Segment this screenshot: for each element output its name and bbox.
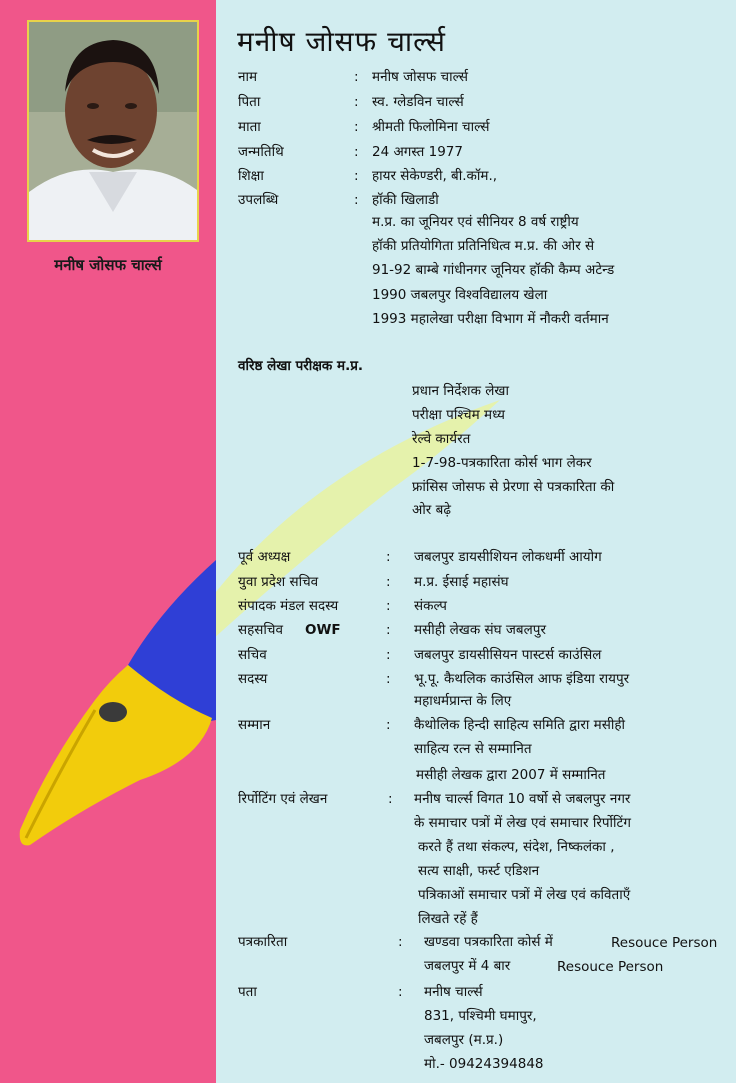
achievement-line: 1993 महालेखा परीक्षा विभाग में नौकरी वर्तमान bbox=[372, 311, 609, 327]
detail-label: पिता bbox=[238, 94, 261, 110]
achievement-line: हॉकी प्रतियोगिता प्रतिनिधित्व म.प्र. की ओर से bbox=[372, 238, 595, 254]
position-colon: : bbox=[386, 574, 391, 590]
honours-line: मसीही लेखक द्वारा 2007 में सम्मानित bbox=[416, 767, 606, 783]
position-colon: : bbox=[386, 622, 391, 638]
position-label: पूर्व अध्यक्ष bbox=[238, 549, 291, 565]
address-line: 831, पश्चिमी घमापुर, bbox=[424, 1008, 537, 1024]
honours-label: सम्मान bbox=[238, 717, 271, 733]
honours-line: साहित्य रत्न से सम्मानित bbox=[414, 741, 532, 757]
reporting-line: के समाचार पत्रों में लेख एवं समाचार रिर्पोटिंग bbox=[414, 815, 631, 831]
senior-line: रेल्वे कार्यरत bbox=[412, 431, 471, 447]
honours-line: कैथोलिक हिन्दी साहित्य समिति द्वारा मसीही bbox=[414, 717, 626, 733]
position-value: संकल्प bbox=[414, 598, 447, 614]
senior-line: ओर बढ़े bbox=[412, 502, 451, 518]
senior-line: 1-7-98-पत्रकारिता कोर्स भाग लेकर bbox=[412, 455, 592, 471]
position-colon: : bbox=[386, 647, 391, 663]
position-label-extra: OWF bbox=[305, 622, 341, 638]
position-value: जबलपुर डायसीसियन पास्टर्स काउंसिल bbox=[414, 647, 602, 663]
position-colon: : bbox=[386, 549, 391, 565]
detail-value: हायर सेकेण्डरी, बी.कॉम., bbox=[372, 168, 498, 184]
detail-label: शिक्षा bbox=[238, 168, 264, 184]
position-value: म.प्र. ईसाई महासंघ bbox=[414, 574, 509, 590]
detail-value: स्व. ग्लेडविन चार्ल्स bbox=[372, 94, 464, 110]
address-line: जबलपुर (म.प्र.) bbox=[424, 1032, 504, 1048]
detail-colon: : bbox=[354, 168, 359, 184]
journalism-line-en: Resouce Person bbox=[557, 959, 664, 975]
senior-line: परीक्षा पश्चिम मध्य bbox=[412, 407, 505, 423]
journalism-label: पत्रकारिता bbox=[238, 934, 288, 950]
detail-colon: : bbox=[354, 94, 359, 110]
reporting-line: सत्य साक्षी, फर्स्ट एडिशन bbox=[418, 863, 540, 879]
reporting-line: मनीष चार्ल्स विगत 10 वर्षो से जबलपुर नगर bbox=[414, 791, 631, 807]
position-colon: : bbox=[386, 671, 391, 687]
journalism-line-en: Resouce Person bbox=[611, 935, 718, 951]
position-colon: : bbox=[386, 598, 391, 614]
page-title: मनीष जोसफ चार्ल्स bbox=[237, 25, 446, 58]
address-label: पता bbox=[238, 984, 257, 1000]
senior-line: प्रधान निर्देशक लेखा bbox=[412, 383, 509, 399]
detail-label: जन्मतिथि bbox=[238, 144, 284, 160]
reporting-line: पत्रिकाओं समाचार पत्रों में लेख एवं कविताएँ bbox=[418, 887, 631, 903]
reporting-line: करते हैं तथा संकल्प, संदेश, निष्कलंका , bbox=[418, 839, 615, 855]
reporting-line: लिखते रहें हैं bbox=[418, 911, 478, 927]
address-colon: : bbox=[398, 984, 403, 1000]
position-label: सहसचिव bbox=[238, 622, 283, 638]
reporting-label: रिर्पोटिंग एवं लेखन bbox=[238, 791, 328, 807]
detail-value: 24 अगस्त 1977 bbox=[372, 144, 463, 160]
detail-colon: : bbox=[354, 69, 359, 85]
position-label: युवा प्रदेश सचिव bbox=[238, 574, 319, 590]
detail-label: उपलब्धि bbox=[238, 192, 279, 208]
detail-label: माता bbox=[238, 119, 261, 135]
detail-colon: : bbox=[354, 119, 359, 135]
senior-heading: वरिष्ठ लेखा परीक्षक म.प्र. bbox=[238, 358, 364, 374]
address-line: मनीष चार्ल्स bbox=[424, 984, 483, 1000]
position-label: सदस्य bbox=[238, 671, 268, 687]
address-line: मो.- 09424394848 bbox=[424, 1056, 544, 1072]
detail-label: नाम bbox=[238, 69, 258, 85]
achievement-line: 1990 जबलपुर विश्वविद्यालय खेला bbox=[372, 287, 548, 303]
detail-value: हॉकी खिलाडी bbox=[372, 192, 439, 208]
senior-line: फ्रांसिस जोसफ से प्रेरणा से पत्रकारिता की bbox=[412, 479, 615, 495]
detail-value: श्रीमती फिलोमिना चार्ल्स bbox=[372, 119, 490, 135]
position-value: भू.पू. कैथलिक काउंसिल आफ इंडिया रायपुर bbox=[414, 671, 630, 687]
position-label: सचिव bbox=[238, 647, 267, 663]
detail-colon: : bbox=[354, 144, 359, 160]
position-label: संपादक मंडल सदस्य bbox=[238, 598, 339, 614]
journalism-line: जबलपुर में 4 बार bbox=[424, 958, 511, 974]
detail-value: मनीष जोसफ चार्ल्स bbox=[372, 69, 468, 85]
journalism-colon: : bbox=[398, 934, 403, 950]
position-value: मसीही लेखक संघ जबलपुर bbox=[414, 622, 546, 638]
journalism-line: खण्डवा पत्रकारिता कोर्स में bbox=[424, 934, 553, 950]
achievement-line: 91-92 बाम्बे गांधीनगर जूनियर हॉकी कैम्प अटेन्ड bbox=[372, 262, 615, 278]
detail-colon: : bbox=[354, 192, 359, 208]
honours-colon: : bbox=[386, 717, 391, 733]
reporting-colon: : bbox=[388, 791, 393, 807]
position-value: महाधर्मप्रान्त के लिए bbox=[414, 693, 512, 709]
position-value: जबलपुर डायसीशियन लोकधर्मी आयोग bbox=[414, 549, 602, 565]
photo-caption: मनीष जोसफ चार्ल्स bbox=[54, 256, 162, 274]
achievement-line: म.प्र. का जूनियर एवं सीनियर 8 वर्ष राष्ट्रीय bbox=[372, 214, 579, 230]
